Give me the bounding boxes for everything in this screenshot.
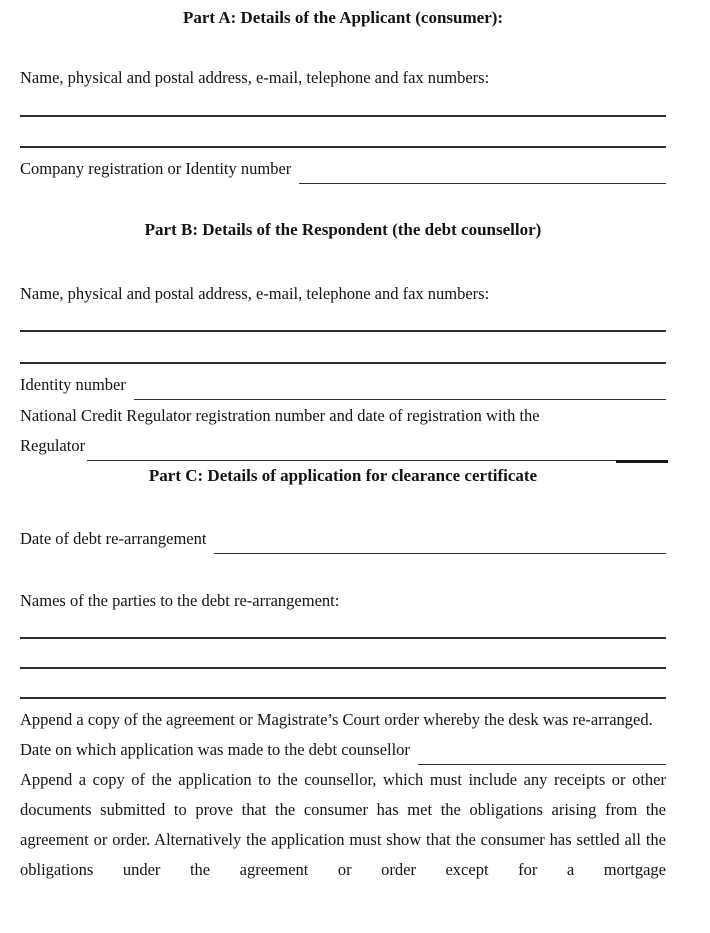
respondent-details-blank-line-1[interactable]	[20, 330, 666, 332]
part-c-heading: Part C: Details of application for clearance certificate	[148, 466, 538, 485]
regulator-line-dark-segment	[616, 460, 668, 463]
parties-blank-line-3[interactable]	[20, 697, 666, 699]
date-application-label: Date on which application was made to the debt counsellor	[20, 740, 410, 759]
append-application-paragraph: Append a copy of the application to the counsellor, which must include any receipts or other documents submitted to prove that the consumer has met the obligations arising from the agreement or order. Alternatively the application must show that the consumer has settled all the obligations under the agreement or order except for a mortgage	[20, 770, 666, 879]
ncr-registration-label: National Credit Regulator registration number and date of registration with the	[20, 406, 540, 425]
regulator-blank-line[interactable]	[87, 435, 666, 461]
date-rearrangement-blank-line[interactable]	[214, 528, 666, 554]
identity-number-row	[20, 370, 666, 400]
applicant-name-address-label: Name, physical and postal address, e-mail, telephone and fax numbers:	[20, 68, 490, 87]
company-registration-row	[20, 154, 666, 184]
identity-number-label: Identity number	[20, 375, 126, 394]
part-a-heading: Part A: Details of the Applicant (consumer):	[182, 8, 504, 27]
company-registration-blank-line[interactable]	[299, 158, 666, 184]
company-registration-label: Company registration or Identity number	[20, 159, 292, 178]
parties-blank-line-2[interactable]	[20, 667, 666, 669]
date-application-blank-line[interactable]	[418, 739, 666, 765]
date-rearrangement-label: Date of debt re-arrangement	[20, 529, 207, 548]
applicant-details-blank-line-1[interactable]	[20, 115, 666, 117]
part-b-heading: Part B: Details of the Respondent (the debt counsellor)	[144, 220, 542, 239]
append-agreement-paragraph: Append a copy of the agreement or Magistrate’s Court order whereby the desk was re-arranged.	[20, 710, 653, 729]
regulator-row	[20, 431, 666, 461]
identity-number-blank-line[interactable]	[134, 374, 666, 400]
applicant-details-blank-line-2[interactable]	[20, 146, 666, 148]
regulator-label: Regulator	[20, 436, 86, 455]
date-application-row	[20, 735, 666, 765]
respondent-details-blank-line-2[interactable]	[20, 362, 666, 364]
respondent-name-address-label: Name, physical and postal address, e-mail, telephone and fax numbers:	[20, 284, 490, 303]
parties-label: Names of the parties to the debt re-arrangement:	[20, 591, 340, 610]
date-rearrangement-row	[20, 524, 666, 554]
parties-blank-line-1[interactable]	[20, 637, 666, 639]
